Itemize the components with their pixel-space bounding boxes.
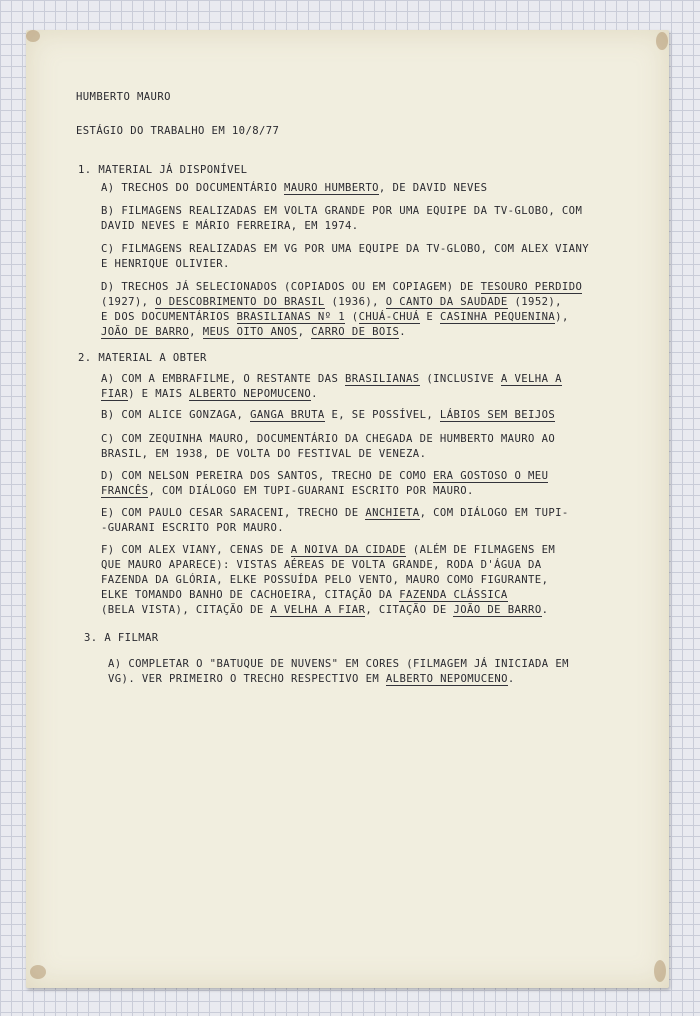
underlined-film-title: GANGA BRUTA	[250, 409, 325, 421]
list-item-line	[101, 603, 548, 617]
text-segment: ),	[555, 311, 569, 323]
text-segment: (ALÉM DE FILMAGENS EM	[406, 544, 556, 556]
underlined-film-title: ERA GOSTOSO O MEU	[433, 470, 549, 482]
document-author: HUMBERTO MAURO	[76, 91, 171, 103]
underlined-film-title: BRASILIANAS Nº 1	[236, 311, 346, 323]
text-segment: E, SE POSSÍVEL,	[324, 409, 440, 421]
underlined-film-title: FRANCÊS	[101, 485, 149, 497]
text-segment: ELKE TOMANDO BANHO DE CACHOEIRA, CITAÇÃO DA	[101, 589, 400, 601]
underlined-film-title: BRASILIANAS	[345, 373, 420, 385]
text-segment: E) COM PAULO CESAR SARACENI, TRECHO DE	[101, 507, 366, 519]
document-subtitle: ESTÁGIO DO TRABALHO EM 10/8/77	[76, 125, 280, 137]
list-item-line	[101, 204, 582, 218]
text-segment: E DOS DOCUMENTÁRIOS	[101, 311, 237, 323]
underlined-film-title: A VELHA A	[500, 373, 562, 385]
text-segment: -GUARANI ESCRITO POR MAURO.	[101, 522, 285, 534]
text-segment: (BELA VISTA), CITAÇÃO DE	[101, 604, 271, 616]
list-item-line	[101, 325, 406, 339]
text-segment: QUE MAURO APARECE): VISTAS AÉREAS DE VOLTA GRANDE, RODA D'ÁGUA DA	[101, 559, 542, 571]
underlined-film-title: O CANTO DA SAUDADE	[385, 296, 508, 308]
text-segment: , CITAÇÃO DE	[365, 604, 454, 616]
underlined-film-title: MEUS OITO ANOS	[202, 326, 298, 338]
text-segment: F) COM ALEX VIANY, CENAS DE	[101, 544, 291, 556]
underlined-film-title: A VELHA A FIAR	[270, 604, 366, 616]
text-segment: (1952),	[507, 296, 562, 308]
list-item-line	[101, 469, 548, 483]
list-item-line	[101, 372, 562, 386]
list-item-line	[101, 295, 562, 309]
text-segment: .	[311, 388, 318, 400]
text-segment: D) TRECHOS JÁ SELECIONADOS (COPIADOS OU EM COPIAGEM) DE	[101, 281, 481, 293]
list-item-line	[101, 573, 548, 587]
list-item-line	[101, 447, 426, 461]
list-item-line	[101, 181, 487, 195]
section-heading: 1. MATERIAL JÁ DISPONÍVEL	[78, 164, 248, 176]
text-segment: .	[507, 673, 515, 685]
list-item-line	[101, 506, 569, 520]
text-segment: , COM DIÁLOGO EM TUPI-	[419, 507, 569, 519]
text-segment: BRASIL, EM 1938, DE VOLTA DO FESTIVAL DE VENEZA.	[101, 448, 427, 460]
text-segment: B) COM ALICE GONZAGA,	[101, 409, 251, 421]
underlined-film-title: JOÃO DE BARRO	[101, 326, 190, 338]
text-segment: , DE DAVID NEVES	[378, 182, 488, 194]
underlined-film-title: ANCHIETA	[365, 507, 420, 519]
underlined-film-title: TESOURO PERDIDO	[480, 281, 583, 293]
section-heading: 3. A FILMAR	[84, 632, 159, 644]
text-segment: C) FILMAGENS REALIZADAS EM VG POR UMA EQUIPE DA TV-GLOBO, COM ALEX VIANY	[101, 243, 590, 255]
list-item-line	[101, 310, 569, 324]
underlined-film-title: CARRO DE BOIS	[311, 326, 400, 338]
text-segment: E	[419, 311, 440, 323]
text-segment: VG). VER PRIMEIRO O TRECHO RESPECTIVO EM	[108, 673, 386, 685]
underlined-film-title: MAURO HUMBERTO	[284, 182, 379, 194]
text-segment: B) FILMAGENS REALIZADAS EM VOLTA GRANDE POR UMA EQUIPE DA TV-GLOBO, COM	[101, 205, 583, 217]
text-segment: (1936),	[324, 296, 386, 308]
list-item-line	[101, 521, 284, 535]
underlined-film-title: ALBERTO NEPOMUCENO	[385, 673, 508, 685]
text-segment: A) TRECHOS DO DOCUMENTÁRIO	[101, 182, 285, 194]
text-segment: D) COM NELSON PEREIRA DOS SANTOS, TRECHO DE COMO	[101, 470, 434, 482]
list-item-line	[101, 387, 318, 401]
list-item-line	[101, 588, 508, 602]
text-segment: (INCLUSIVE	[419, 373, 501, 385]
underlined-film-title: LÁBIOS SEM BEIJOS	[439, 409, 556, 421]
list-item-line	[101, 219, 359, 233]
list-item-line	[101, 257, 230, 271]
section-heading: 2. MATERIAL A OBTER	[78, 352, 207, 364]
list-item-line	[101, 484, 474, 498]
text-segment: A) COMPLETAR O "BATUQUE DE NUVENS" EM CORES (FILMAGEM JÁ INICIADA EM	[108, 658, 569, 670]
text-segment: FAZENDA DA GLÓRIA, ELKE POSSUÍDA PELO VENTO, MAURO COMO FIGURANTE,	[101, 574, 549, 586]
list-item-line	[101, 543, 555, 557]
text-segment: C) COM ZEQUINHA MAURO, DOCUMENTÁRIO DA CHEGADA DE HUMBERTO MAURO AO	[101, 433, 556, 445]
underlined-film-title: A NOIVA DA CIDADE	[290, 544, 407, 556]
text-segment: (	[345, 311, 359, 323]
list-item-line	[101, 432, 555, 446]
list-item-line	[101, 242, 589, 256]
list-item-line	[108, 672, 515, 686]
list-item-line	[101, 280, 582, 294]
text-segment: ,	[297, 326, 312, 338]
text-segment: A) COM A EMBRAFILME, O RESTANTE DAS	[101, 373, 346, 385]
underlined-film-title: FIAR	[101, 388, 129, 400]
text-segment: E HENRIQUE OLIVIER.	[101, 258, 230, 270]
underlined-film-title: JOÃO DE BARRO	[453, 604, 542, 616]
underlined-film-title: CASINHA PEQUENINA	[439, 311, 556, 323]
text-segment: DAVID NEVES E MÁRIO FERREIRA, EM 1974.	[101, 220, 359, 232]
text-segment: (1927),	[101, 296, 156, 308]
underlined-film-title: CHUÁ-CHUÁ	[358, 311, 420, 323]
text-segment: ) E MAIS	[128, 388, 190, 400]
underlined-film-title: O DESCOBRIMENTO DO BRASIL	[155, 296, 325, 308]
text-segment: ,	[189, 326, 203, 338]
list-item-line	[101, 558, 542, 572]
list-item-line	[101, 408, 555, 422]
text-segment: .	[541, 604, 549, 616]
underlined-film-title: FAZENDA CLÁSSICA	[399, 589, 508, 601]
text-segment: .	[399, 326, 407, 338]
list-item-line	[108, 657, 569, 671]
underlined-film-title: ALBERTO NEPOMUCENO	[189, 388, 312, 400]
text-segment: , COM DIÁLOGO EM TUPI-GUARANI ESCRITO POR MAURO.	[148, 485, 474, 497]
